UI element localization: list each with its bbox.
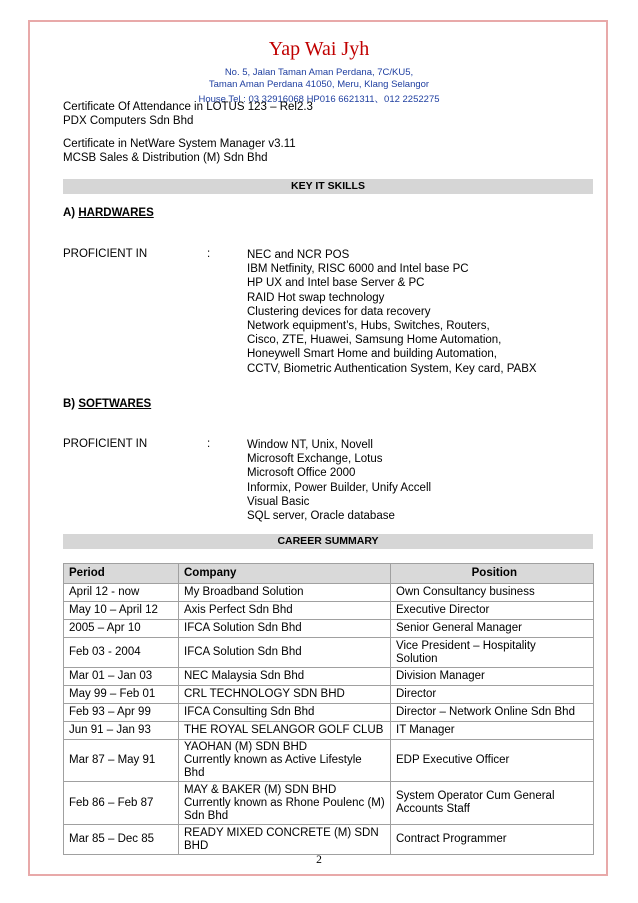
career-position [391, 620, 594, 638]
software-skill-item: Informix, Power Builder, Unify Accell [247, 481, 432, 494]
career-row [64, 704, 594, 722]
career-heading: CAREER SUMMARY [277, 535, 379, 547]
address-line-1: No. 5, Jalan Taman Aman Perdana, 7C/KU5, [224, 67, 414, 78]
career-position-line: IT Manager [396, 724, 455, 736]
software-subheading [63, 398, 151, 410]
career-row [64, 686, 594, 704]
career-company-line: IFCA Consulting Sdn Bhd [184, 706, 315, 718]
software-skill-list [247, 438, 431, 523]
position-column-header: Position [391, 564, 594, 584]
career-position [391, 740, 594, 782]
career-row [64, 584, 594, 602]
hardware-proficient-label: PROFICIENT IN [63, 248, 148, 260]
hardware-skill-item: Clustering devices for data recovery [247, 305, 431, 318]
hardware-skill-item: HP UX and Intel base Server & PC [247, 277, 425, 290]
career-period: Feb 86 – Feb 87 [64, 782, 179, 825]
career-row [64, 740, 594, 782]
software-proficient-label: PROFICIENT IN [63, 438, 148, 450]
career-position-line: Accounts Staff [396, 803, 470, 815]
certificate-org: MCSB Sales & Distribution (M) Sdn Bhd [63, 152, 268, 164]
candidate-name: Yap Wai Jyh [268, 38, 370, 60]
career-company [179, 638, 391, 668]
certificate-org: PDX Computers Sdn Bhd [63, 115, 194, 127]
career-position [391, 686, 594, 704]
career-period: Mar 85 – Dec 85 [64, 825, 179, 855]
career-position-line: Contract Programmer [396, 833, 507, 845]
career-position [391, 825, 594, 855]
career-row [64, 825, 594, 855]
software-skill-item: Microsoft Office 2000 [247, 467, 356, 480]
career-position-line: System Operator Cum General [396, 790, 555, 802]
career-row [64, 620, 594, 638]
hardware-skill-item: Honeywell Smart Home and building Automation, [247, 348, 497, 361]
hardware-skill-item: RAID Hot swap technology [247, 291, 385, 304]
career-row [64, 782, 594, 825]
career-company [179, 620, 391, 638]
career-row [64, 638, 594, 668]
career-table [63, 563, 594, 855]
page-number: 2 [316, 854, 322, 866]
skills-heading-bar [63, 179, 593, 194]
career-position [391, 584, 594, 602]
career-company-line: Currently known as Rhone Poulenc (M) [184, 796, 385, 809]
career-table-header [64, 564, 594, 584]
career-company-line: Currently known as Active Lifestyle Bhd [184, 754, 362, 779]
career-company [179, 602, 391, 620]
career-company [179, 825, 391, 855]
career-period: May 10 – April 12 [64, 602, 179, 620]
software-title: SOFTWARES [78, 398, 152, 410]
career-company [179, 740, 391, 782]
period-column-header: Period [64, 564, 179, 584]
career-position-line: Director [396, 688, 437, 700]
career-company-line: CRL TECHNOLOGY SDN BHD [184, 688, 345, 700]
career-position-line: EDP Executive Officer [396, 754, 510, 766]
software-prefix: B) [63, 398, 79, 410]
career-company-line: BHD [184, 839, 209, 852]
career-position [391, 638, 594, 668]
certificate-title: Certificate Of Attendance in LOTUS 123 – Rel2.3 [63, 101, 313, 113]
career-company-line: NEC Malaysia Sdn Bhd [184, 670, 305, 682]
career-position [391, 602, 594, 620]
company-column-header: Company [179, 564, 391, 584]
career-position-line: Own Consultancy business [396, 586, 535, 598]
career-row [64, 602, 594, 620]
career-period: Mar 01 – Jan 03 [64, 668, 179, 686]
career-company [179, 668, 391, 686]
career-period: May 99 – Feb 01 [64, 686, 179, 704]
career-company-line: Sdn Bhd [184, 809, 229, 822]
career-position-line: Vice President – Hospitality [396, 639, 536, 652]
hardware-skill-item: Network equipment’s, Hubs, Switches, Routers, [247, 320, 490, 333]
phone-line: House Tel : 03 32916068 HP016 6621311、012 2252275 [198, 94, 440, 105]
career-company [179, 782, 391, 825]
career-position-line: Senior General Manager [396, 622, 522, 634]
career-period: 2005 – Apr 10 [64, 620, 179, 638]
career-position [391, 668, 594, 686]
career-period: Jun 91 – Jan 93 [64, 722, 179, 740]
hardware-skill-list [247, 248, 537, 376]
career-period: Mar 87 – May 91 [64, 740, 179, 782]
career-row [64, 722, 594, 740]
hardware-skill-item: NEC and NCR POS [247, 249, 350, 261]
career-company [179, 686, 391, 704]
career-position [391, 722, 594, 740]
software-skill-item: Visual Basic [247, 495, 310, 508]
software-skill-item: Window NT, Unix, Novell [247, 439, 373, 451]
software-skill-item: SQL server, Oracle database [247, 510, 395, 523]
career-row [64, 668, 594, 686]
career-period: Feb 03 - 2004 [64, 638, 179, 668]
software-colon: : [207, 438, 211, 450]
career-position-line: Solution [396, 652, 438, 665]
career-position-line: Division Manager [396, 670, 485, 682]
career-company-line: IFCA Solution Sdn Bhd [184, 646, 302, 658]
hardware-subheading [63, 207, 154, 219]
career-company [179, 584, 391, 602]
career-position [391, 704, 594, 722]
career-company-line: MAY & BAKER (M) SDN BHD [184, 783, 337, 796]
hardware-skill-item: Cisco, ZTE, Huawei, Samsung Home Automation, [247, 334, 502, 347]
career-period: Feb 93 – Apr 99 [64, 704, 179, 722]
certificate-title: Certificate in NetWare System Manager v3.11 [63, 138, 296, 150]
career-company-line: READY MIXED CONCRETE (M) SDN [184, 826, 379, 839]
career-company [179, 704, 391, 722]
career-heading-bar [63, 534, 593, 549]
hardware-skill-item: IBM Netfinity, RISC 6000 and Intel base PC [247, 263, 469, 276]
career-position-line: Director – Network Online Sdn Bhd [396, 706, 575, 718]
career-position-line: Executive Director [396, 604, 490, 616]
career-company [179, 722, 391, 740]
career-period: April 12 - now [64, 584, 179, 602]
career-position [391, 782, 594, 825]
skills-heading: KEY IT SKILLS [291, 180, 365, 192]
address-line-2: Taman Aman Perdana 41050, Meru, Klang Selangor [208, 79, 430, 90]
hardware-skill-item: CCTV, Biometric Authentication System, Key card, PABX [247, 362, 537, 375]
career-company-line: THE ROYAL SELANGOR GOLF CLUB [184, 724, 384, 736]
career-company-line: My Broadband Solution [184, 586, 304, 598]
hardware-colon: : [207, 248, 211, 260]
career-company-line: IFCA Solution Sdn Bhd [184, 622, 302, 634]
career-company-line: Axis Perfect Sdn Bhd [184, 604, 293, 616]
software-skill-item: Microsoft Exchange, Lotus [247, 453, 383, 466]
hardware-title: HARDWARES [78, 207, 154, 219]
hardware-prefix: A) [63, 207, 79, 219]
career-company-line: YAOHAN (M) SDN BHD [184, 741, 308, 753]
